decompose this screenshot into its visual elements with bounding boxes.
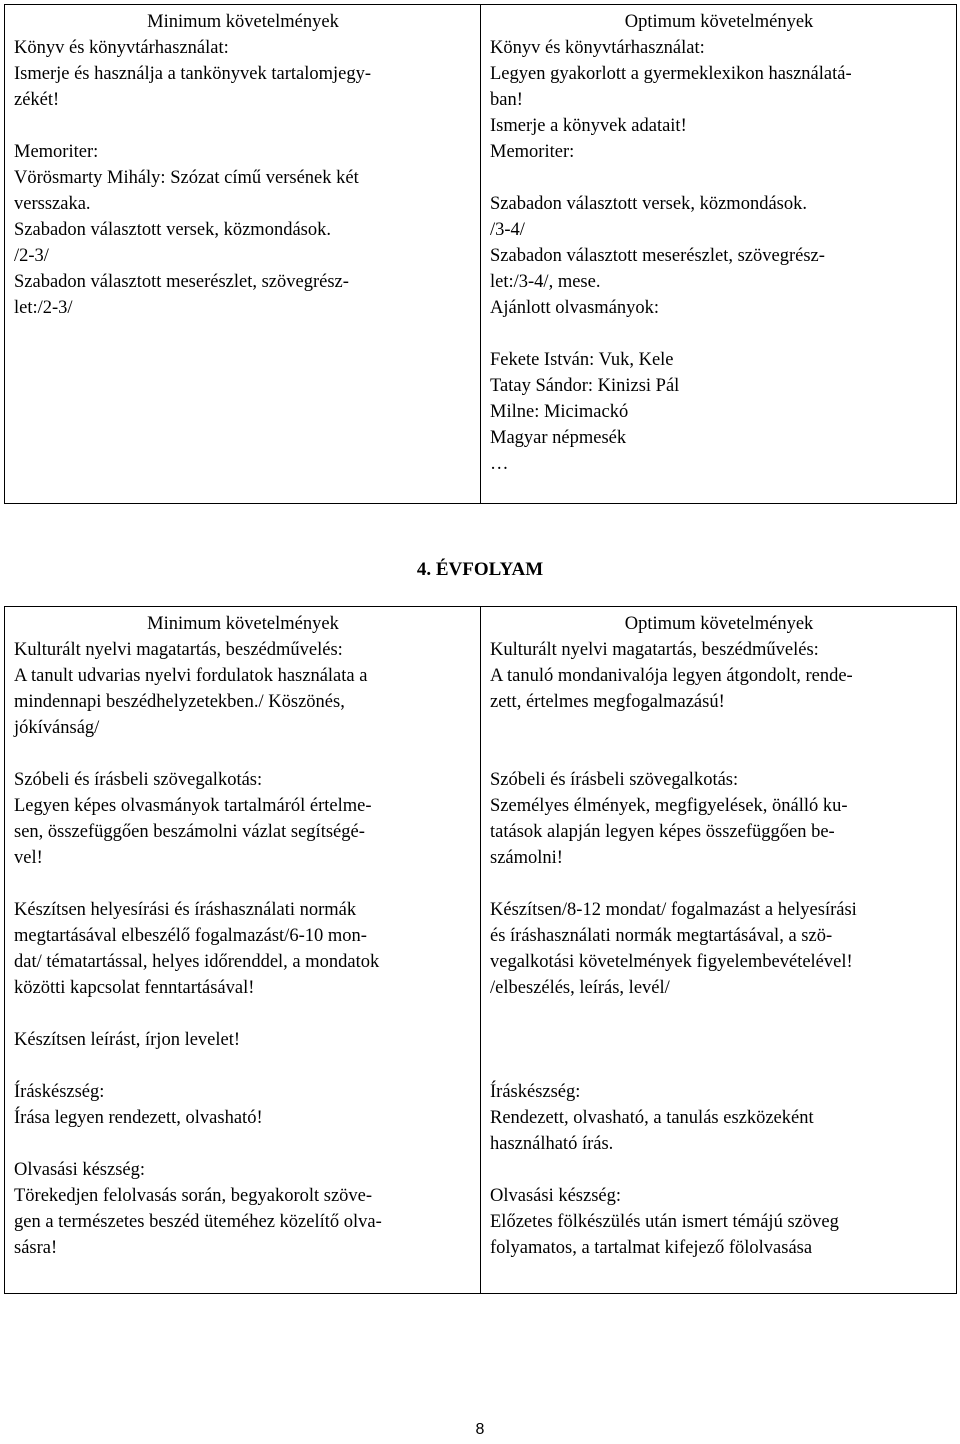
grade4-minimum-cell [5, 607, 481, 1294]
text-line: dat/ tématartással, helyes időrenddel, a mondatok [14, 952, 380, 972]
grade4-minimum-text [14, 637, 472, 1261]
section-heading: Ajánlott olvasmányok: [490, 298, 660, 318]
blank-line [14, 871, 472, 897]
grade3-optimum-heading: Optimum követelmények [624, 12, 814, 32]
text-line: Készítsen helyesírási és íráshasználati normák [14, 900, 357, 920]
text-line: Szabadon választott versek, közmondások. [490, 194, 807, 214]
text-line: Legyen képes olvasmányok tartalmáról értelme- [14, 796, 372, 816]
text-line: Személyes élmények, megfigyelések, önálló ku- [490, 796, 848, 816]
blank-line [490, 1027, 948, 1053]
grade3-requirements-table [4, 4, 957, 504]
grade4-optimum-cell [481, 607, 957, 1294]
section-heading: Olvasási készség: [490, 1186, 622, 1206]
blank-line [490, 321, 948, 347]
grade3-minimum-cell [5, 5, 481, 504]
section-heading: Memoriter: [14, 142, 99, 162]
text-line: Szabadon választott meserészlet, szövegrész- [14, 272, 349, 292]
section-heading: Szóbeli és írásbeli szövegalkotás: [14, 770, 263, 790]
text-line: /elbeszélés, leírás, levél/ [490, 978, 670, 998]
text-line: … [490, 454, 509, 474]
grade3-optimum-cell [481, 5, 957, 504]
section-heading: Íráskészség: [490, 1082, 581, 1102]
page-number: 8 [475, 1421, 485, 1438]
grade4-title: 4. ÉVFOLYAM [416, 559, 544, 580]
blank-line [490, 165, 948, 191]
blank-line [14, 1053, 472, 1079]
text-line: mindennapi beszédhelyzetekben./ Köszönés, [14, 692, 345, 712]
text-line: vel! [14, 848, 43, 868]
text-line: számolni! [490, 848, 563, 868]
text-line: zett, értelmes megfogalmazású! [490, 692, 725, 712]
blank-line [14, 741, 472, 767]
section-heading: Kulturált nyelvi magatartás, beszédművelés: [14, 640, 343, 660]
blank-line [14, 1001, 472, 1027]
blank-line [14, 113, 472, 139]
text-line: zékét! [14, 90, 60, 110]
text-line: gen a természetes beszéd üteméhez közelítő olva- [14, 1212, 382, 1232]
grade3-optimum-text [490, 35, 948, 477]
grade4-optimum-text [490, 637, 948, 1261]
text-line: vegalkotási követelmények figyelembevételével! [490, 952, 853, 972]
text-line: használható írás. [490, 1134, 614, 1154]
blank-line [490, 1157, 948, 1183]
blank-line [490, 715, 948, 741]
text-line: Szabadon választott meserészlet, szövegrész- [490, 246, 825, 266]
text-line: versszaka. [14, 194, 91, 214]
grade4-minimum-heading: Minimum követelmények [147, 614, 339, 634]
section-heading: Könyv és könyvtárhasználat: [490, 38, 705, 58]
text-line: Előzetes fölkészülés után ismert témájú szöveg [490, 1212, 839, 1232]
section-heading: Íráskészség: [14, 1082, 105, 1102]
text-line: megtartásával elbeszélő fogalmazást/6-10 mon- [14, 926, 367, 946]
blank-line [490, 1001, 948, 1027]
grade4-requirements-table [4, 606, 957, 1294]
grade4-optimum-heading: Optimum követelmények [624, 614, 814, 634]
text-line: Legyen gyakorlott a gyermeklexikon használatá- [490, 64, 852, 84]
text-line: Szabadon választott versek, közmondások. [14, 220, 331, 240]
text-line: A tanuló mondanivalója legyen átgondolt, rende- [490, 666, 853, 686]
section-heading: Szóbeli és írásbeli szövegalkotás: [490, 770, 739, 790]
text-line: Ismerje és használja a tankönyvek tartalomjegy- [14, 64, 372, 84]
text-line: sen, összefüggően beszámolni vázlat segítségé- [14, 822, 365, 842]
blank-line [490, 1053, 948, 1079]
text-line: /2-3/ [14, 246, 49, 266]
text-line: jókívánság/ [14, 718, 100, 738]
text-line: Írása legyen rendezett, olvasható! [14, 1108, 263, 1128]
grade3-minimum-text [14, 35, 472, 321]
text-line: és íráshasználati normák megtartásával, a szö- [490, 926, 833, 946]
text-line: Készítsen/8-12 mondat/ fogalmazást a helyesírási [490, 900, 857, 920]
text-line: Vörösmarty Mihály: Szózat című versének két [14, 168, 359, 188]
text-line: tatások alapján legyen képes összefüggően be- [490, 822, 835, 842]
blank-line [490, 871, 948, 897]
blank-line [490, 741, 948, 767]
blank-line [14, 1131, 472, 1157]
text-line: /3-4/ [490, 220, 525, 240]
text-line: ban! [490, 90, 523, 110]
section-heading: Olvasási készség: [14, 1160, 146, 1180]
text-line: Készítsen leírást, írjon levelet! [14, 1030, 241, 1050]
grade3-minimum-heading: Minimum követelmények [147, 12, 339, 32]
text-line: közötti kapcsolat fenntartásával! [14, 978, 255, 998]
text-line: Magyar népmesék [490, 428, 627, 448]
text-line: folyamatos, a tartalmat kifejező fölolvasása [490, 1238, 813, 1258]
section-heading: Memoriter: [490, 142, 575, 162]
text-line: let:/3-4/, mese. [490, 272, 601, 292]
section-heading: Könyv és könyvtárhasználat: [14, 38, 229, 58]
text-line: Fekete István: Vuk, Kele [490, 350, 674, 370]
text-line: let:/2-3/ [14, 298, 73, 318]
text-line: Tatay Sándor: Kinizsi Pál [490, 376, 680, 396]
text-line: A tanult udvarias nyelvi fordulatok használata a [14, 666, 368, 686]
section-heading: Kulturált nyelvi magatartás, beszédművelés: [490, 640, 819, 660]
text-line: Rendezett, olvasható, a tanulás eszközeként [490, 1108, 814, 1128]
text-line: sásra! [14, 1238, 58, 1258]
text-line: Milne: Micimackó [490, 402, 629, 422]
text-line: Törekedjen felolvasás során, begyakorolt szöve- [14, 1186, 373, 1206]
text-line: Ismerje a könyvek adatait! [490, 116, 687, 136]
